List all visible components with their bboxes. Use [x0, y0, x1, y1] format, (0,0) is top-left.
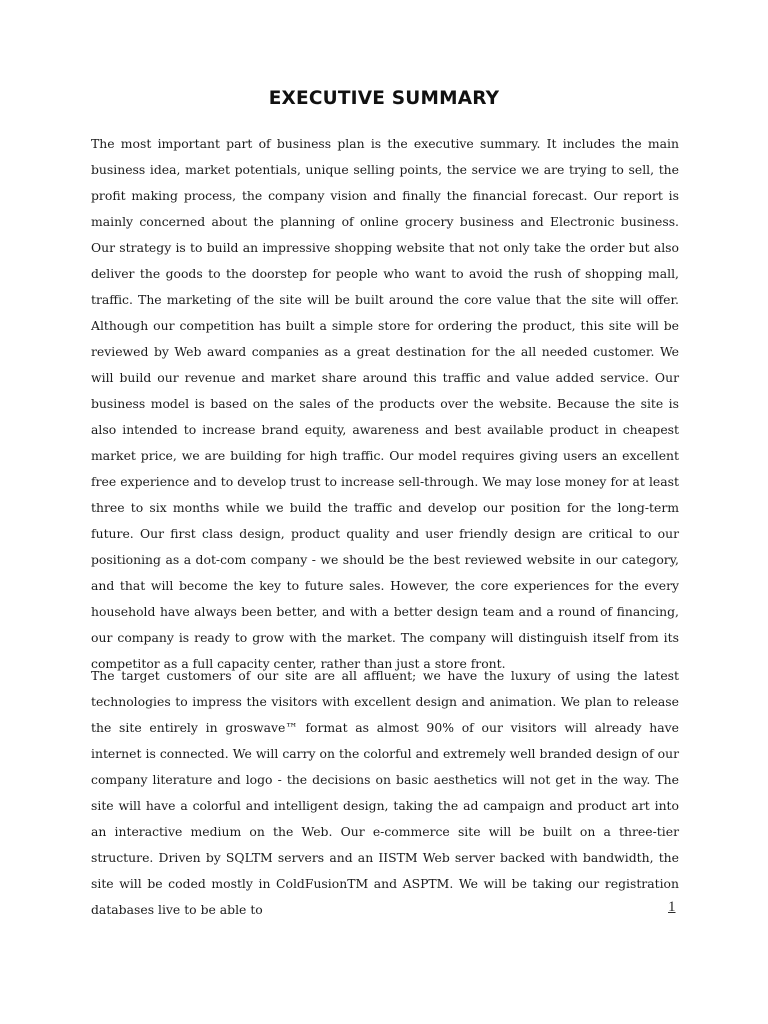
body-paragraph-1: The most important part of business plan is the executive summary. It includes the main business idea, market potentials, unique selling points, the service we are trying to sell, the profit making process, the company vision and finally the financial forecast. Our report is mainly concerned about the planning of online grocery business and Electronic business. Our strategy is to build an impressive shopping website that not only take the order but also deliver the goods to the doorstep for people who want to avoid the rush of shopping mall, traffic. The marketing of the site will be built around the core value that the site will offer. Although our competition has built a simple store for ordering the product, this site will be reviewed by Web award companies as a great destination for the all needed customer. We will build our revenue and market share around this traffic and value added service. Our business model is based on the sales of the products over the website. Because the site is also intended to increase brand equity, awareness and best available product in cheapest market price, we are building for high traffic. Our model requires giving users an excellent free experience and to develop trust to increase sell-through. We may lose money for at least three to six months while we build the traffic and develop our position for the long-term future. Our first class design, product quality and user friendly design are critical to our positioning as a dot-com company - we should be the best reviewed website in our category, and that will become the key to future sales. However, the core experiences for the every household have always been better, and with a better design team and a round of financing, our company is ready to grow with the market. The company will distinguish itself from its competitor as a full capacity center, rather than just a store front. — [91, 136, 679, 671]
document-title: EXECUTIVE SUMMARY — [268, 88, 500, 109]
page-number: 1 — [668, 899, 676, 915]
body-paragraph-2: The target customers of our site are all affluent; we have the luxury of using the latest technologies to impress the visitors with excellent design and animation. We plan to release the site entirely in groswave™ format as almost 90% of our visitors will already have internet is connected. We will carry on the colorful and extremely well branded design of our company literature and logo - the decisions on basic aesthetics will not get in the way. The site will have a colorful and intelligent design, taking the ad campaign and product art into an interactive medium on the Web. Our e-commerce site will be built on a three-tier structure. Driven by SQLTM servers and an IISTM Web server backed with bandwidth, the site will be coded mostly in ColdFusionTM and ASPTM. We will be taking our registration databases live to be able to — [91, 668, 679, 917]
